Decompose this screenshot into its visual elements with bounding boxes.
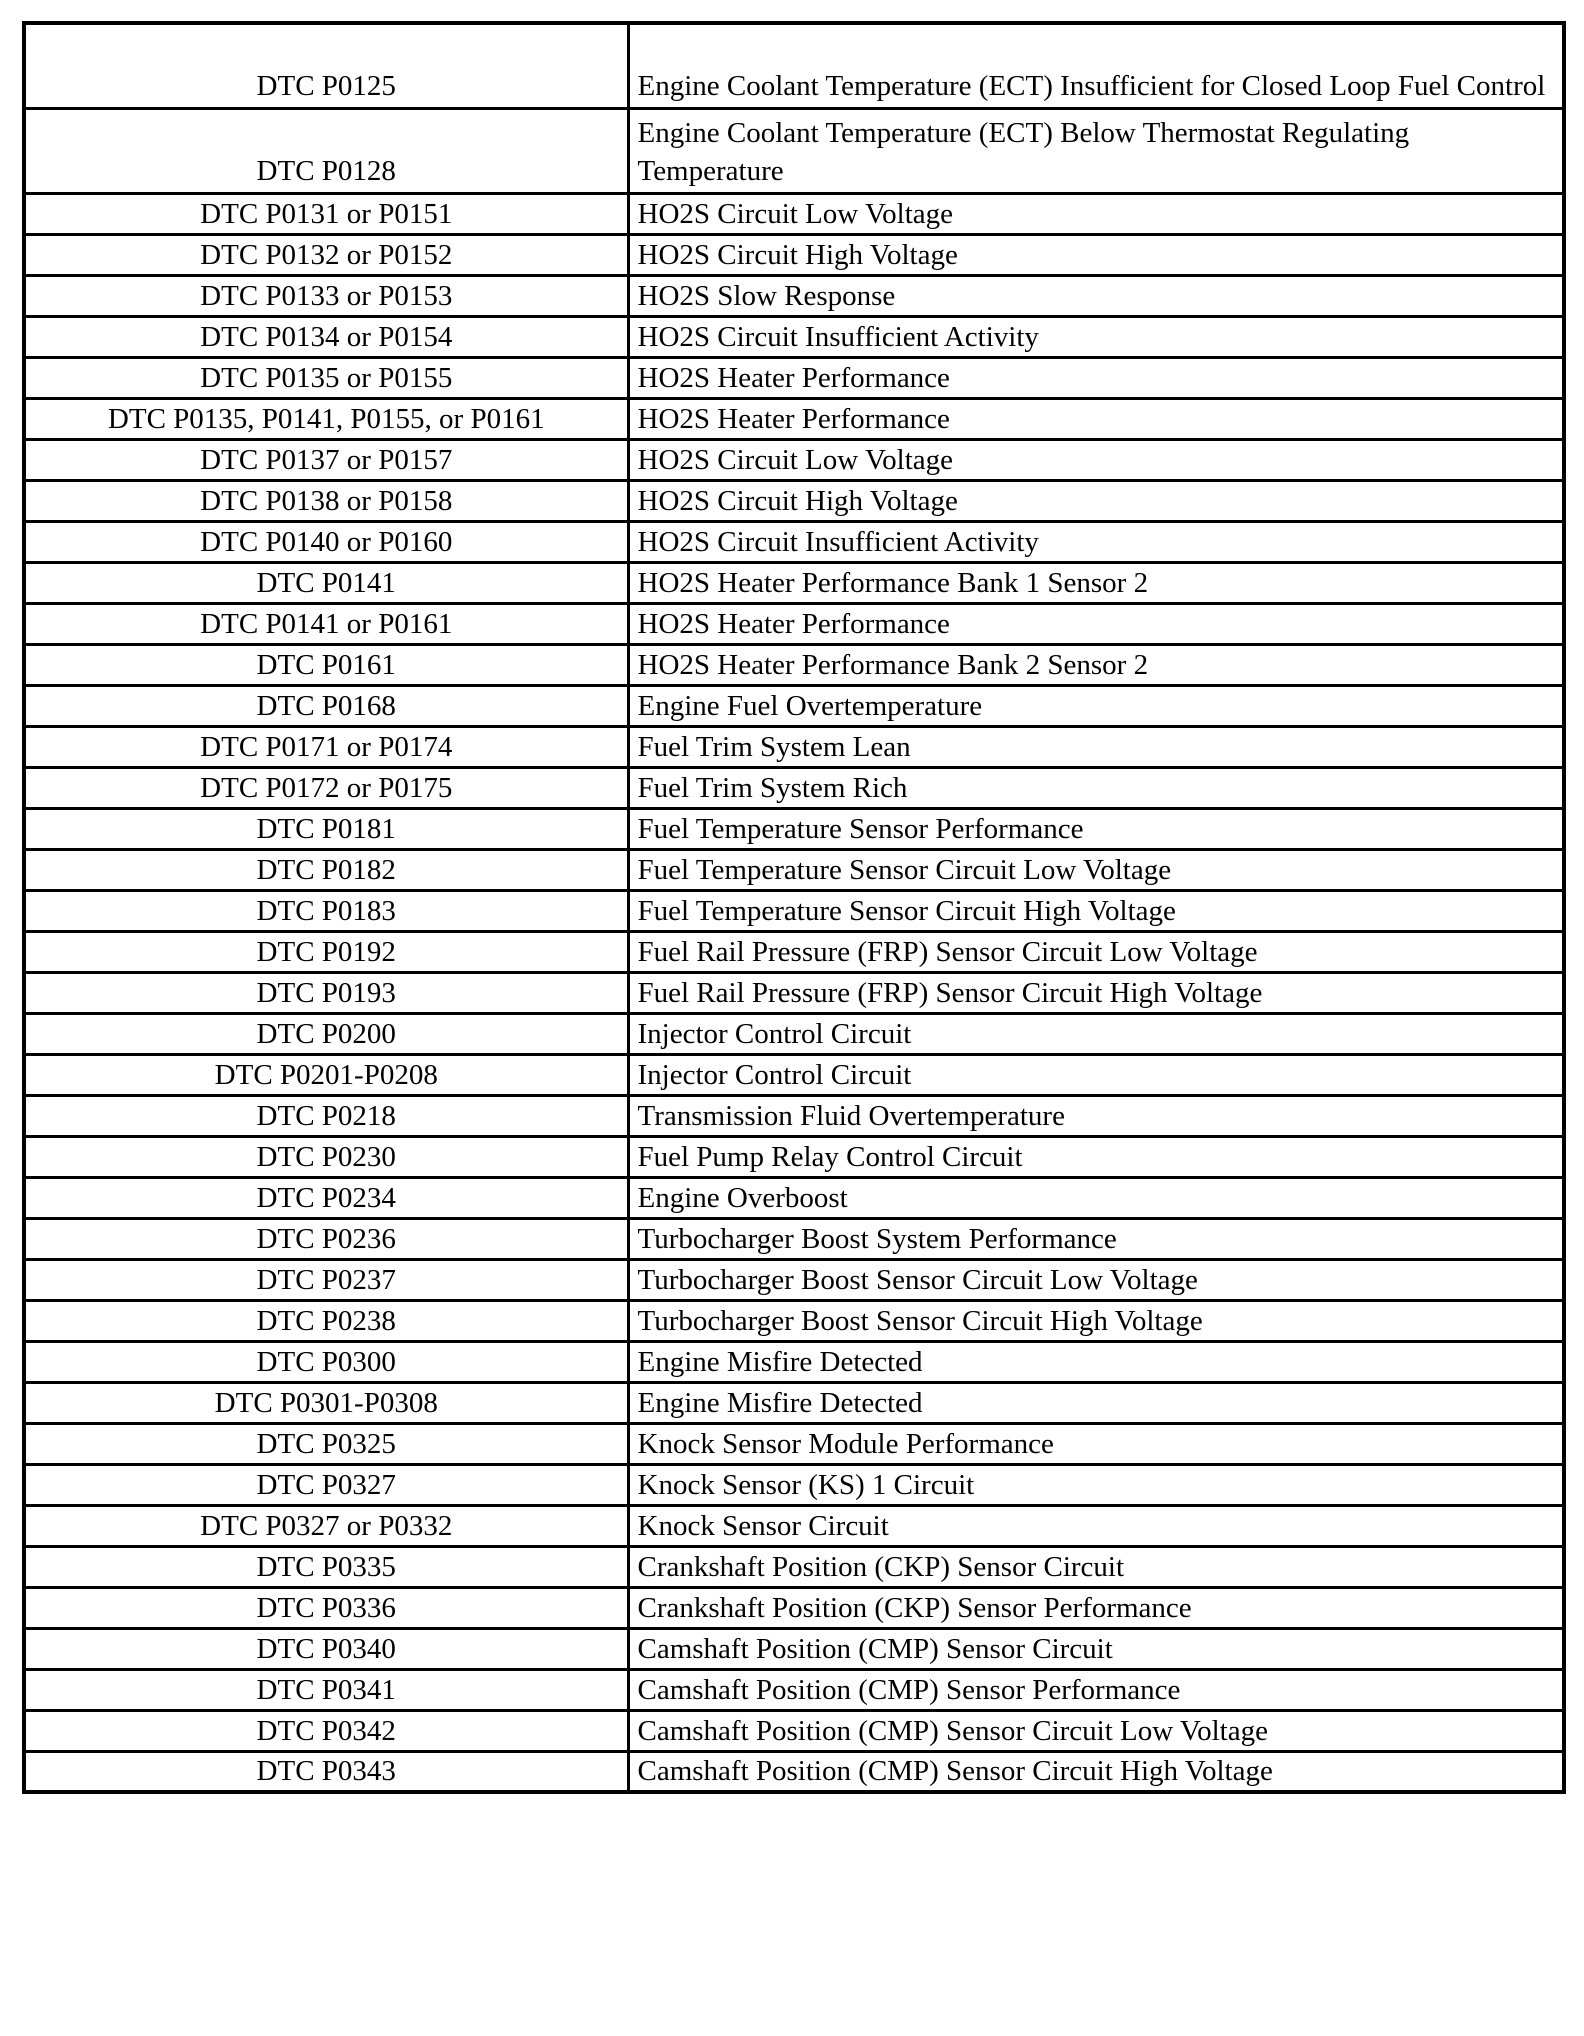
dtc-description-cell: Fuel Pump Relay Control Circuit — [628, 1136, 1564, 1177]
table-row — [24, 931, 1564, 972]
dtc-description-cell: HO2S Circuit Low Voltage — [628, 439, 1564, 480]
dtc-code-cell: DTC P0181 — [24, 808, 628, 849]
dtc-description-cell: Fuel Temperature Sensor Performance — [628, 808, 1564, 849]
dtc-description-cell: Fuel Rail Pressure (FRP) Sensor Circuit High Voltage — [628, 972, 1564, 1013]
table-row — [24, 234, 1564, 275]
dtc-code-cell: DTC P0238 — [24, 1300, 628, 1341]
table-row — [24, 357, 1564, 398]
dtc-code-cell: DTC P0141 or P0161 — [24, 603, 628, 644]
dtc-code-cell: DTC P0236 — [24, 1218, 628, 1259]
dtc-code-cell: DTC P0161 — [24, 644, 628, 685]
dtc-code-cell: DTC P0342 — [24, 1710, 628, 1751]
dtc-code-cell: DTC P0140 or P0160 — [24, 521, 628, 562]
dtc-description-cell: HO2S Heater Performance Bank 2 Sensor 2 — [628, 644, 1564, 685]
table-row — [24, 1341, 1564, 1382]
table-row — [24, 1546, 1564, 1587]
table-row — [24, 1382, 1564, 1423]
table-row — [24, 726, 1564, 767]
dtc-code-cell: DTC P0132 or P0152 — [24, 234, 628, 275]
dtc-description-cell: Crankshaft Position (CKP) Sensor Circuit — [628, 1546, 1564, 1587]
dtc-description-cell: HO2S Heater Performance Bank 1 Sensor 2 — [628, 562, 1564, 603]
dtc-code-cell: DTC P0133 or P0153 — [24, 275, 628, 316]
dtc-code-cell: DTC P0237 — [24, 1259, 628, 1300]
table-row — [24, 685, 1564, 726]
table-row — [24, 1300, 1564, 1341]
table-row — [24, 1136, 1564, 1177]
dtc-code-cell: DTC P0327 — [24, 1464, 628, 1505]
dtc-description-cell: HO2S Heater Performance — [628, 603, 1564, 644]
dtc-description-cell: Transmission Fluid Overtemperature — [628, 1095, 1564, 1136]
dtc-table — [22, 21, 1566, 1794]
table-row — [24, 767, 1564, 808]
dtc-description-cell: Engine Coolant Temperature (ECT) Insufficient for Closed Loop Fuel Control — [628, 23, 1564, 108]
dtc-description-cell: Injector Control Circuit — [628, 1054, 1564, 1095]
dtc-description-cell: Turbocharger Boost Sensor Circuit Low Voltage — [628, 1259, 1564, 1300]
dtc-description-cell: Fuel Temperature Sensor Circuit Low Voltage — [628, 849, 1564, 890]
table-row — [24, 644, 1564, 685]
dtc-description-cell: Crankshaft Position (CKP) Sensor Performance — [628, 1587, 1564, 1628]
dtc-description-cell: HO2S Slow Response — [628, 275, 1564, 316]
dtc-code-cell: DTC P0171 or P0174 — [24, 726, 628, 767]
dtc-code-cell: DTC P0182 — [24, 849, 628, 890]
dtc-description-cell: HO2S Circuit High Voltage — [628, 234, 1564, 275]
dtc-description-cell: Turbocharger Boost System Performance — [628, 1218, 1564, 1259]
dtc-description-cell: HO2S Circuit Low Voltage — [628, 193, 1564, 234]
dtc-description-cell: Knock Sensor Circuit — [628, 1505, 1564, 1546]
dtc-code-cell: DTC P0172 or P0175 — [24, 767, 628, 808]
dtc-description-cell: Engine Fuel Overtemperature — [628, 685, 1564, 726]
dtc-description-cell: Camshaft Position (CMP) Sensor Circuit High Voltage — [628, 1751, 1564, 1792]
table-row — [24, 398, 1564, 439]
table-row — [24, 849, 1564, 890]
dtc-code-cell: DTC P0141 — [24, 562, 628, 603]
table-row — [24, 108, 1564, 193]
table-row — [24, 808, 1564, 849]
dtc-description-cell: Knock Sensor (KS) 1 Circuit — [628, 1464, 1564, 1505]
dtc-description-cell: Camshaft Position (CMP) Sensor Performance — [628, 1669, 1564, 1710]
table-row — [24, 1177, 1564, 1218]
table-row — [24, 1628, 1564, 1669]
table-row — [24, 480, 1564, 521]
dtc-description-cell: HO2S Circuit High Voltage — [628, 480, 1564, 521]
table-row — [24, 1587, 1564, 1628]
table-row — [24, 439, 1564, 480]
dtc-description-cell: Engine Coolant Temperature (ECT) Below Thermostat Regulating Temperature — [628, 108, 1564, 193]
dtc-code-cell: DTC P0336 — [24, 1587, 628, 1628]
dtc-description-cell: Engine Misfire Detected — [628, 1341, 1564, 1382]
dtc-code-cell: DTC P0341 — [24, 1669, 628, 1710]
table-row — [24, 972, 1564, 1013]
dtc-description-cell: HO2S Heater Performance — [628, 398, 1564, 439]
table-row — [24, 1751, 1564, 1792]
table-row — [24, 890, 1564, 931]
dtc-code-cell: DTC P0135 or P0155 — [24, 357, 628, 398]
table-row — [24, 1464, 1564, 1505]
dtc-description-cell: Fuel Trim System Lean — [628, 726, 1564, 767]
dtc-description-cell: HO2S Circuit Insufficient Activity — [628, 521, 1564, 562]
dtc-code-cell: DTC P0343 — [24, 1751, 628, 1792]
dtc-description-cell: Knock Sensor Module Performance — [628, 1423, 1564, 1464]
table-row — [24, 23, 1564, 108]
table-row — [24, 1669, 1564, 1710]
dtc-code-cell: DTC P0325 — [24, 1423, 628, 1464]
table-row — [24, 562, 1564, 603]
dtc-description-cell: Injector Control Circuit — [628, 1013, 1564, 1054]
table-row — [24, 1218, 1564, 1259]
dtc-description-cell: HO2S Heater Performance — [628, 357, 1564, 398]
dtc-description-cell: Engine Misfire Detected — [628, 1382, 1564, 1423]
table-row — [24, 521, 1564, 562]
dtc-code-cell: DTC P0201-P0208 — [24, 1054, 628, 1095]
dtc-code-cell: DTC P0200 — [24, 1013, 628, 1054]
dtc-code-cell: DTC P0218 — [24, 1095, 628, 1136]
dtc-code-cell: DTC P0300 — [24, 1341, 628, 1382]
dtc-description-cell: Fuel Trim System Rich — [628, 767, 1564, 808]
dtc-code-cell: DTC P0234 — [24, 1177, 628, 1218]
dtc-code-cell: DTC P0193 — [24, 972, 628, 1013]
dtc-code-cell: DTC P0137 or P0157 — [24, 439, 628, 480]
table-row — [24, 1095, 1564, 1136]
dtc-description-cell: HO2S Circuit Insufficient Activity — [628, 316, 1564, 357]
dtc-code-cell: DTC P0131 or P0151 — [24, 193, 628, 234]
dtc-code-cell: DTC P0183 — [24, 890, 628, 931]
dtc-code-cell: DTC P0134 or P0154 — [24, 316, 628, 357]
dtc-table-body — [24, 23, 1564, 1792]
dtc-code-cell: DTC P0327 or P0332 — [24, 1505, 628, 1546]
dtc-code-cell: DTC P0230 — [24, 1136, 628, 1177]
dtc-code-cell: DTC P0128 — [24, 108, 628, 193]
dtc-code-cell: DTC P0335 — [24, 1546, 628, 1587]
dtc-description-cell: Engine Overboost — [628, 1177, 1564, 1218]
dtc-code-cell: DTC P0138 or P0158 — [24, 480, 628, 521]
dtc-code-cell: DTC P0192 — [24, 931, 628, 972]
dtc-code-cell: DTC P0168 — [24, 685, 628, 726]
table-row — [24, 1505, 1564, 1546]
dtc-description-cell: Camshaft Position (CMP) Sensor Circuit Low Voltage — [628, 1710, 1564, 1751]
dtc-description-cell: Turbocharger Boost Sensor Circuit High Voltage — [628, 1300, 1564, 1341]
dtc-code-cell: DTC P0135, P0141, P0155, or P0161 — [24, 398, 628, 439]
dtc-code-cell: DTC P0301-P0308 — [24, 1382, 628, 1423]
dtc-description-cell: Camshaft Position (CMP) Sensor Circuit — [628, 1628, 1564, 1669]
table-row — [24, 193, 1564, 234]
table-row — [24, 275, 1564, 316]
dtc-description-cell: Fuel Temperature Sensor Circuit High Voltage — [628, 890, 1564, 931]
table-row — [24, 603, 1564, 644]
dtc-code-cell: DTC P0125 — [24, 23, 628, 108]
table-row — [24, 1710, 1564, 1751]
dtc-description-cell: Fuel Rail Pressure (FRP) Sensor Circuit Low Voltage — [628, 931, 1564, 972]
table-row — [24, 1054, 1564, 1095]
dtc-code-cell: DTC P0340 — [24, 1628, 628, 1669]
table-row — [24, 1423, 1564, 1464]
table-row — [24, 316, 1564, 357]
table-row — [24, 1013, 1564, 1054]
table-row — [24, 1259, 1564, 1300]
